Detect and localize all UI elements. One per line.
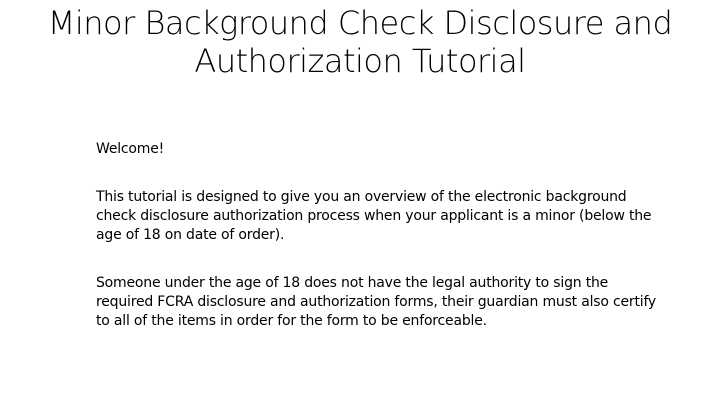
- slide-body: [96, 140, 666, 331]
- slide-title: Minor Background Check Disclosure and Authorization Tutorial: [47, 4, 673, 80]
- guardian-paragraph: Someone under the age of 18 does not have the legal authority to sign the required FCRA disclosure and authorization forms, their guardian must also certify to all of the items in order for the form to be enforceable.: [96, 275, 657, 329]
- overview-paragraph: This tutorial is designed to give you an overview of the electronic background check disclosure authorization process when your applicant is a minor (below the age of 18 on date of order).: [96, 189, 652, 243]
- welcome-paragraph: Welcome!: [96, 141, 165, 157]
